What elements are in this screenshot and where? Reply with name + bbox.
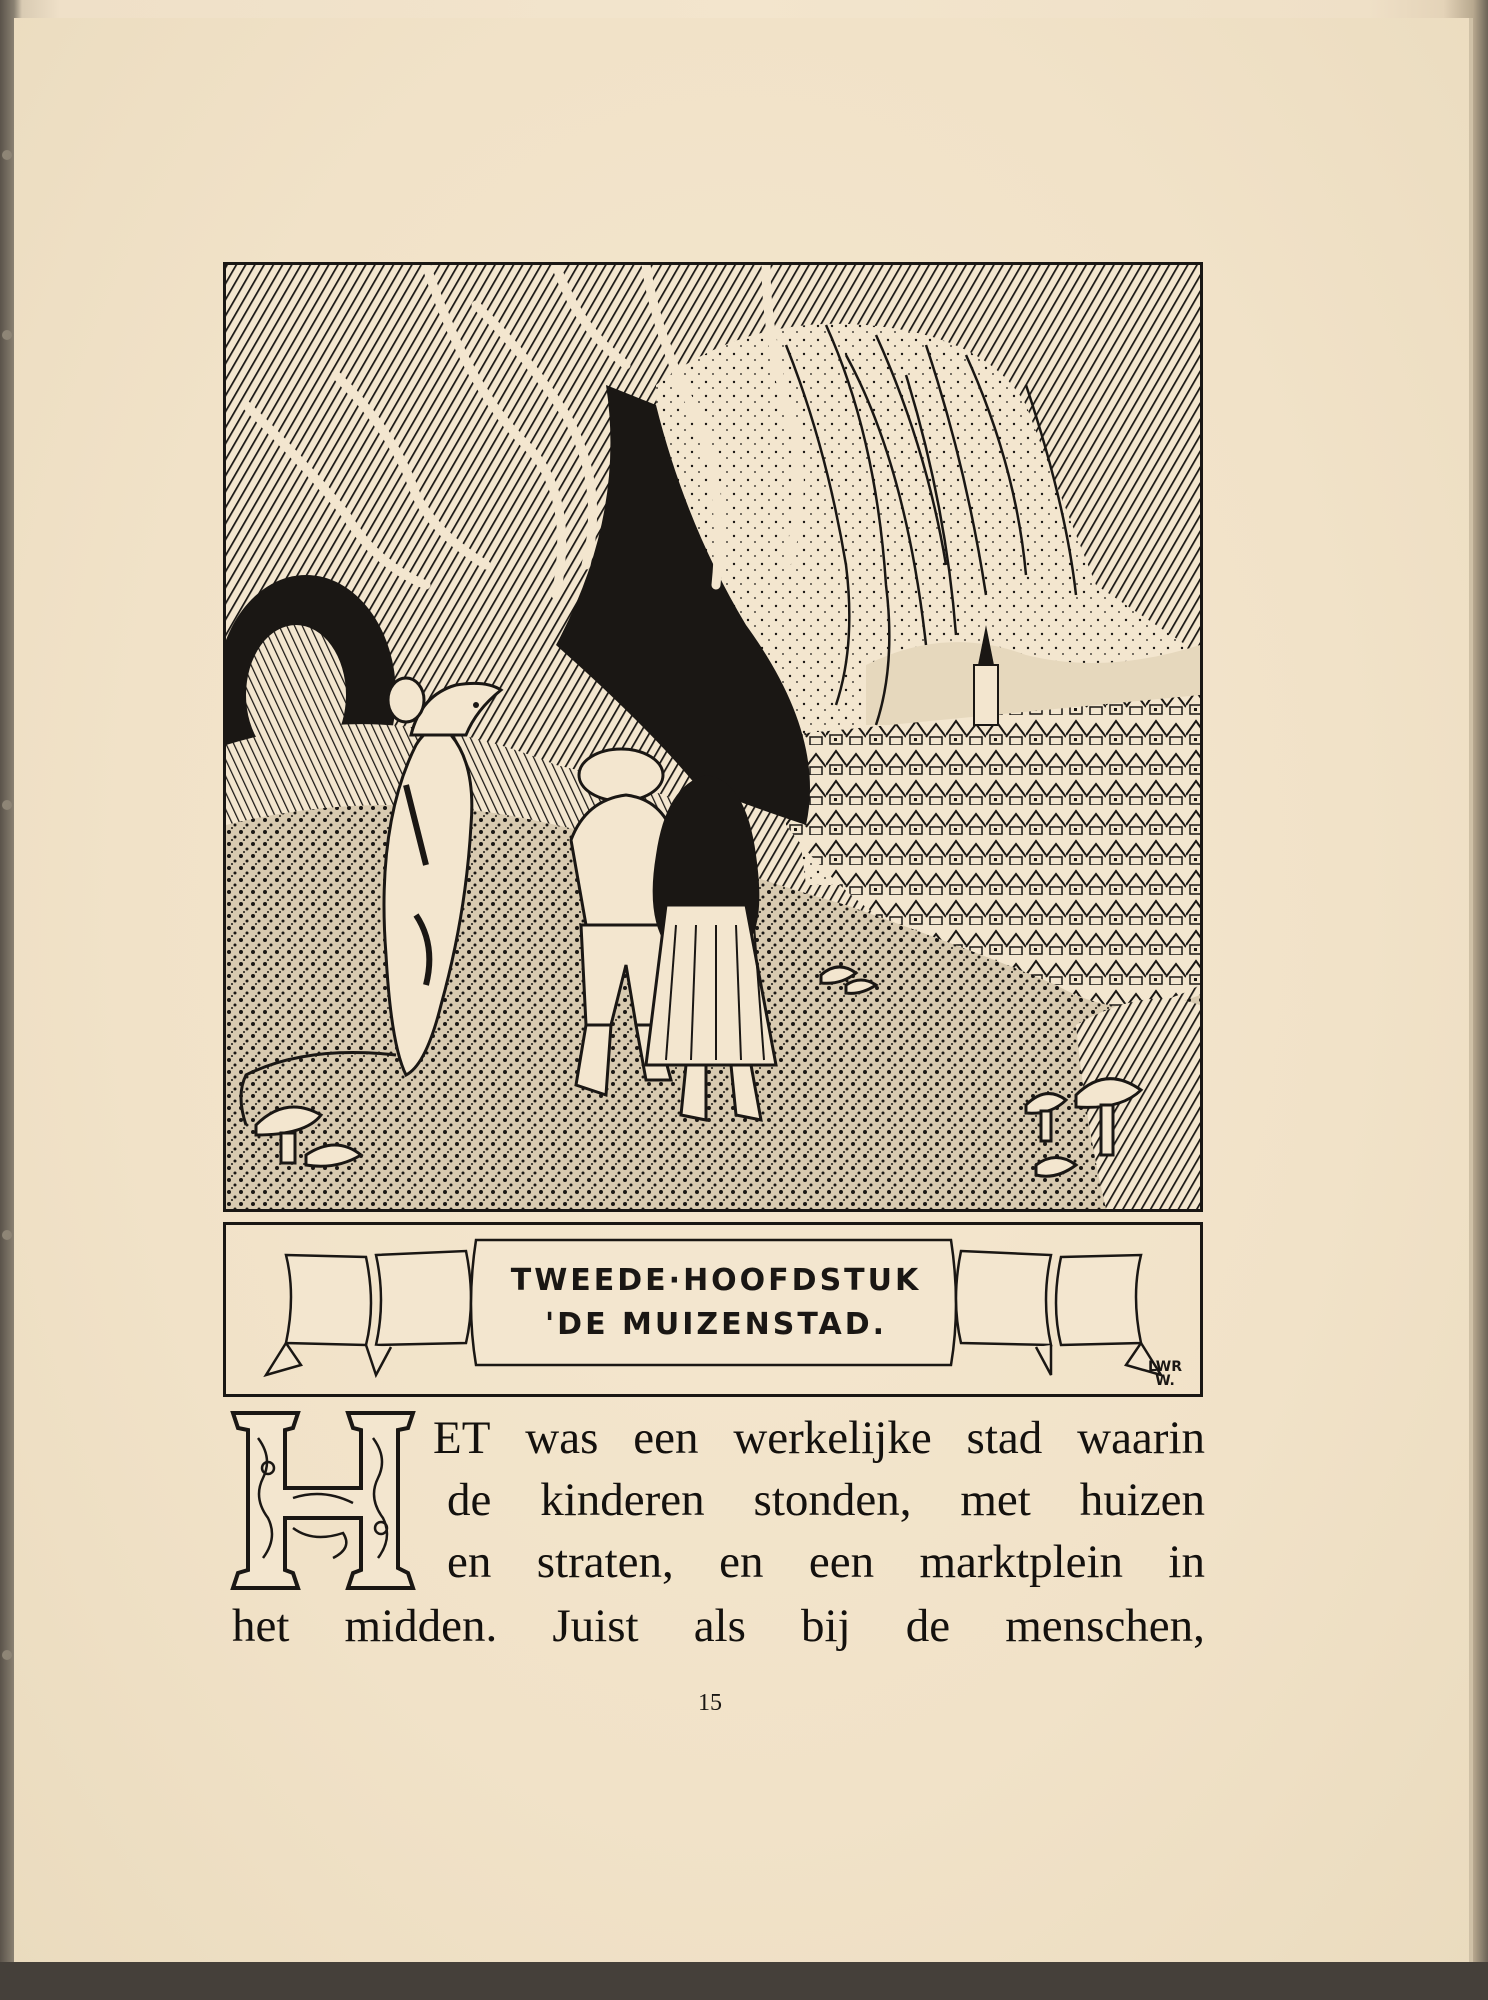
illustration-plate <box>223 262 1203 1212</box>
word: ET <box>433 1412 491 1464</box>
word: een <box>808 1536 875 1588</box>
chapter-banner-panel <box>223 1222 1203 1397</box>
binding-hole <box>2 1230 12 1240</box>
artist-monogram <box>1140 1360 1190 1388</box>
word: een <box>633 1412 699 1464</box>
word: straten, <box>536 1536 674 1588</box>
word: was <box>525 1412 599 1464</box>
body-line-4 <box>232 1598 1205 1654</box>
drop-cap <box>223 1408 423 1593</box>
cave-town-illustration <box>226 265 1200 1209</box>
binding-hole <box>2 150 12 160</box>
word: het <box>232 1600 290 1652</box>
body-line-1 <box>433 1410 1205 1466</box>
binding-hole <box>2 330 12 340</box>
word: marktplein <box>919 1536 1124 1588</box>
chapter-number: TWEEDE·HOOFDSTUK <box>510 1263 922 1298</box>
body-line-2 <box>447 1472 1205 1528</box>
word: kinderen <box>540 1474 705 1526</box>
body-line-3 <box>447 1534 1205 1590</box>
scan-bottom-edge <box>0 1962 1488 2000</box>
word: Juist <box>552 1600 639 1652</box>
word: de <box>905 1600 951 1652</box>
word: stonden, <box>753 1474 912 1526</box>
chapter-title: 'DE MUIZENSTAD. <box>544 1307 887 1342</box>
word: stad <box>966 1412 1043 1464</box>
word: en <box>719 1536 764 1588</box>
word: in <box>1168 1536 1205 1588</box>
word: en <box>447 1536 492 1588</box>
word: midden. <box>344 1600 498 1652</box>
page-number: 15 <box>698 1690 722 1716</box>
word: met <box>960 1474 1031 1526</box>
binding-hole <box>2 800 12 810</box>
word: bij <box>801 1600 851 1652</box>
monogram-top: LWR <box>1147 1359 1183 1375</box>
word: werkelijke <box>733 1412 932 1464</box>
monogram-bottom: W. <box>1155 1373 1175 1389</box>
word: de <box>447 1474 492 1526</box>
word: als <box>693 1600 746 1652</box>
drop-cap-letter <box>223 1408 423 1593</box>
binding-hole <box>2 1650 12 1660</box>
word: menschen, <box>1005 1600 1205 1652</box>
word: huizen <box>1079 1474 1205 1526</box>
word: waarin <box>1077 1412 1205 1464</box>
